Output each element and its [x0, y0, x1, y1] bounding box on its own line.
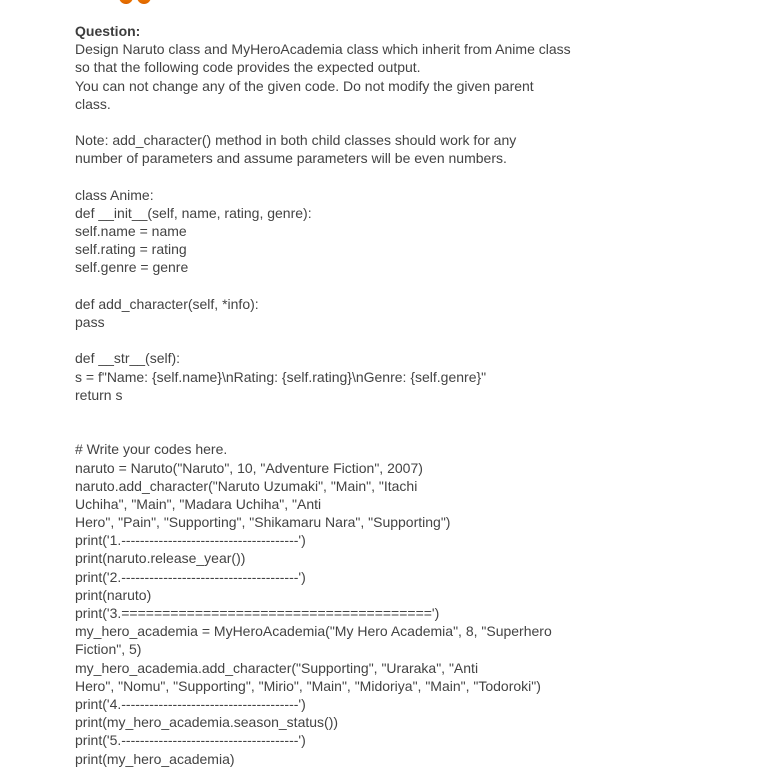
text-line: def add_character(self, *info):: [75, 295, 259, 312]
text-line: so that the following code provides the expected output.: [75, 59, 421, 76]
text-line: return s: [75, 386, 123, 403]
text-line: my_hero_academia.add_character("Supporting", "Uraraka", "Anti: [75, 659, 479, 676]
text-line: Note: add_character() method in both child classes should work for any: [75, 132, 517, 149]
blank-line: [75, 113, 735, 131]
text-line: naruto.add_character("Naruto Uzumaki", "Main", "Itachi: [75, 477, 418, 494]
text-line: def __init__(self, name, rating, genre):: [75, 204, 312, 221]
text-line: my_hero_academia = MyHeroAcademia("My Hero Academia", 8, "Superhero: [75, 623, 552, 640]
text-line: def __str__(self):: [75, 350, 181, 367]
orange-dot-icon: [119, 0, 133, 4]
orange-dot-icon: [137, 0, 151, 4]
text-line: naruto = Naruto("Naruto", 10, "Adventure Fiction", 2007): [75, 459, 423, 476]
text-line: Design Naruto class and MyHeroAcademia class which inherit from Anime class: [75, 41, 571, 58]
blank-line: [75, 331, 735, 349]
text-line: pass: [75, 314, 105, 330]
blank-line: [75, 277, 735, 295]
text-line: print('4.--------------------------------------'): [75, 695, 306, 712]
blank-line: [75, 422, 735, 440]
blank-line: [75, 404, 735, 422]
text-line: Fiction", 5): [75, 641, 142, 658]
text-line: self.rating = rating: [75, 241, 187, 258]
text-line: print('3.======================================'): [75, 605, 440, 621]
question-content: [75, 22, 735, 768]
text-line: You can not change any of the given code. Do not modify the given parent: [75, 77, 534, 94]
text-line: Hero", "Nomu", "Supporting", "Mirio", "Main", "Midoriya", "Main", "Todoroki"): [75, 677, 541, 694]
text-line: Hero", "Pain", "Supporting", "Shikamaru Nara", "Supporting"): [75, 514, 451, 531]
text-line: class.: [75, 95, 111, 112]
text-line: s = f"Name: {self.name}\nRating: {self.rating}\nGenre: {self.genre}": [75, 368, 487, 385]
blank-line: [75, 168, 735, 186]
question-heading: Question:: [75, 23, 141, 39]
text-line: print(naruto.release_year()): [75, 550, 246, 567]
text-line: print(my_hero_academia.season_status()): [75, 714, 339, 731]
text-line: print(naruto): [75, 586, 152, 603]
text-line: print(my_hero_academia): [75, 750, 235, 767]
text-line: self.genre = genre: [75, 259, 189, 276]
text-line: Uchiha", "Main", "Madara Uchiha", "Anti: [75, 495, 322, 512]
text-line: number of parameters and assume parameters will be even numbers.: [75, 150, 507, 167]
text-line: print('1.--------------------------------------'): [75, 532, 306, 549]
text-line: self.name = name: [75, 223, 187, 240]
text-line: print('2.--------------------------------------'): [75, 568, 306, 585]
text-line: class Anime:: [75, 186, 154, 203]
text-line: print('5.--------------------------------------'): [75, 732, 306, 749]
text-line: # Write your codes here.: [75, 441, 228, 458]
